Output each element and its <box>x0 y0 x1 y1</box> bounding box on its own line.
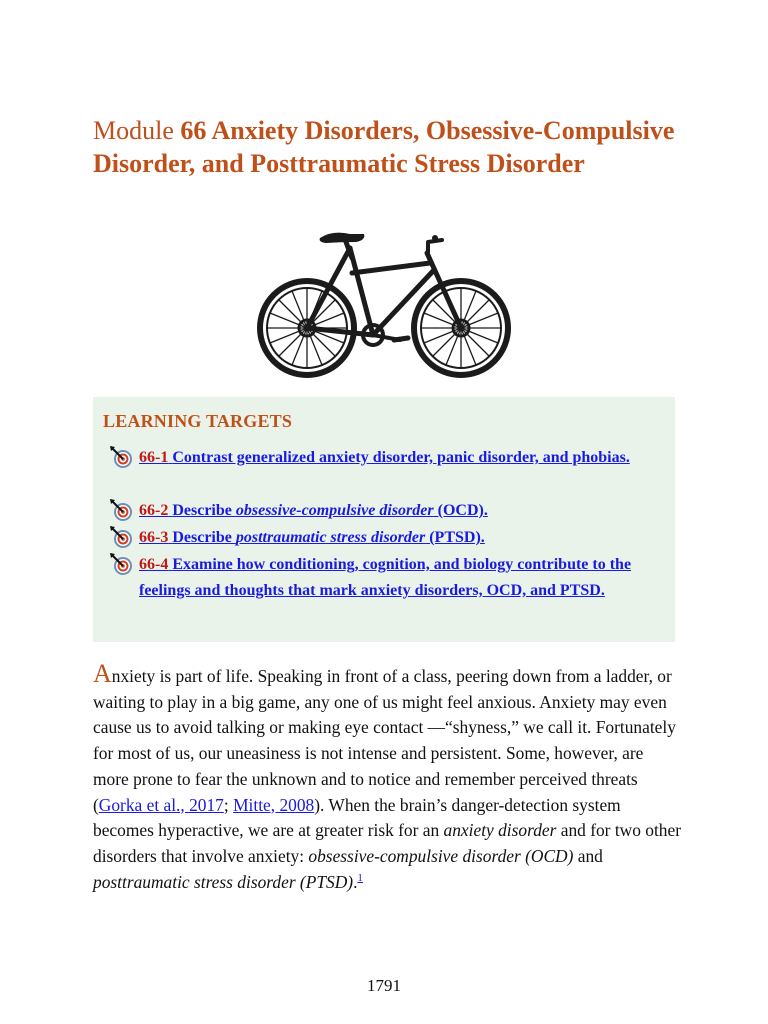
learning-target-number: 66-4 <box>139 556 169 573</box>
learning-target-link[interactable] <box>139 445 659 471</box>
module-title <box>93 114 693 180</box>
learning-target-term: posttraumatic stress disorder <box>235 529 426 546</box>
key-term-ocd: obsessive-compulsive disorder (OCD) <box>308 845 574 866</box>
target-arrow-icon <box>109 498 135 522</box>
learning-target-number: 66-3 <box>139 529 169 546</box>
learning-target-link[interactable] <box>139 525 659 551</box>
target-arrow-icon <box>109 445 135 469</box>
key-term-ptsd: posttraumatic stress disorder (PTSD) <box>93 871 354 892</box>
citation-link-gorka[interactable]: Gorka et al., 2017 <box>98 794 224 815</box>
learning-target-term: obsessive-compulsive disorder <box>235 502 434 519</box>
paragraph-text: and for two other disorders that involve anxiety: <box>93 820 681 866</box>
learning-target-text: Examine how conditioning, cognition, and biology contribute to the feelings and thoughts that mark anxiety disorders, OCD, and PTSD. <box>139 556 632 599</box>
bicycle-icon <box>252 228 514 380</box>
learning-target-number: 66-2 <box>139 502 169 519</box>
drop-cap: A <box>93 659 112 688</box>
paragraph-text: ). When the brain’s danger-detection system becomes hyperactive, we are at greater risk for an <box>93 794 621 841</box>
learning-target-pre: Describe <box>172 502 236 519</box>
learning-target-link[interactable] <box>139 498 659 524</box>
key-term-anxiety-disorder: anxiety disorder <box>443 820 557 841</box>
paragraph-text: . <box>353 871 358 892</box>
body-paragraph <box>93 659 683 895</box>
footnote-link[interactable]: 1 <box>357 871 363 884</box>
citation-separator: ; <box>223 794 234 815</box>
learning-target-link[interactable] <box>139 552 659 604</box>
paragraph-text: and <box>573 845 603 866</box>
learning-target-pre: Describe <box>172 529 236 546</box>
paragraph-text: nxiety is part of life. Speaking in front of a class, peering down from a ladder, or waiting to play in a big game, any one of us might feel anxious. Anxiety may even cause us to avoid talking or making eye contact —“shyness,” we call it. Fortunately for most of us, our uneasiness is not intense and persistent. Some, however, are more prone to fear the unknown and to notice and remember perceived threats ( <box>93 666 676 815</box>
target-arrow-icon <box>109 552 135 576</box>
learning-target-post: (PTSD). <box>425 529 485 546</box>
module-title-text: 66 Anxiety Disorders, Obsessive-Compulsive Disorder, and Posttraumatic Stress Disorder <box>93 116 675 178</box>
page-number: 1791 <box>367 976 401 995</box>
citation-link-mitte[interactable]: Mitte, 2008 <box>233 794 315 815</box>
learning-targets-heading: LEARNING TARGETS <box>103 411 293 431</box>
module-label: Module <box>93 116 174 145</box>
learning-target-post: (OCD). <box>433 502 488 519</box>
target-arrow-icon <box>109 525 135 549</box>
learning-targets-box <box>93 397 675 642</box>
learning-target-number: 66-1 <box>139 449 169 466</box>
learning-target-text: Contrast generalized anxiety disorder, panic disorder, and phobias. <box>172 449 630 466</box>
